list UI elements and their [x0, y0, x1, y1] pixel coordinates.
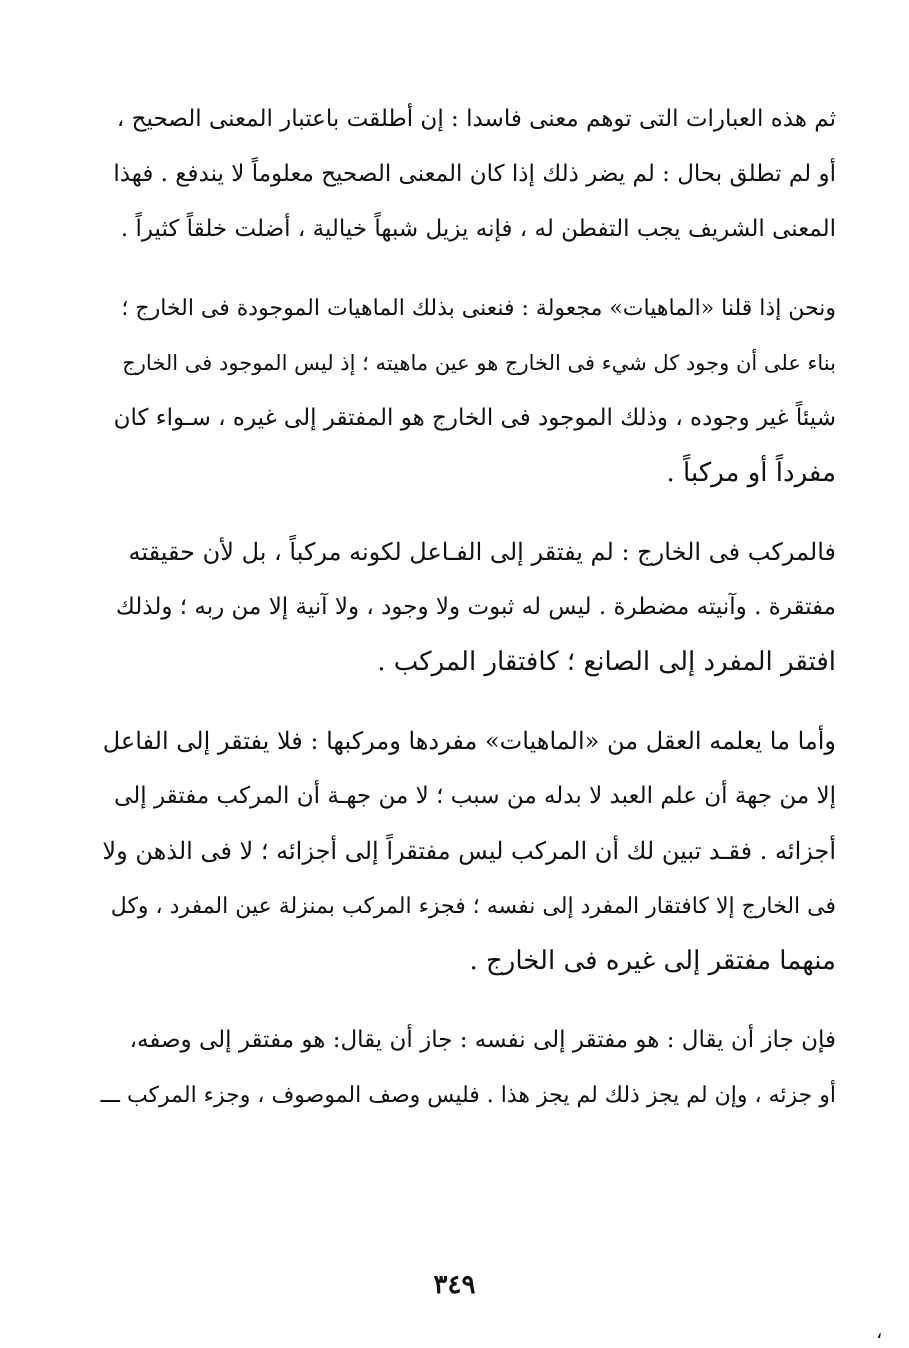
text-line: فى الخارج إلا كافتقار المفرد إلى نفسه ؛ فجزء المركب بمنزلة عين المفرد ، وكل	[110, 894, 836, 919]
paragraph-1	[100, 92, 836, 257]
text-line: بناء على أن وجود كل شيء فى الخارج هو عين ماهيته ؛ إذ ليس الموجود فى الخارج	[122, 351, 836, 375]
text-line: أو لم تطلق بحال : لم يضر ذلك إذا كان المعنى الصحيح معلوماً لا يندفع . فهذا	[113, 161, 836, 187]
paragraph-gap	[100, 257, 836, 281]
text-line: منهما مفتقر إلى غيره فى الخارج .	[469, 946, 836, 976]
text-line: شيئاً غير وجوده ، وذلك الموجود فى الخارج هو المفتقر إلى غيره ، سـواء كان	[113, 405, 836, 431]
text-line: المعنى الشريف يجب التفطن له ، فإنه يزيل شبهاً خيالية ، أضلت خلقاً كثيراً .	[120, 216, 836, 242]
paragraph-4	[100, 714, 836, 989]
text-line: أجزائه . فقـد تبين لك أن المركب ليس مفتقراً إلى أجزائه ؛ لا فى الذهن ولا	[102, 837, 836, 865]
page-number: ٣٤٩	[433, 1270, 476, 1300]
text-body	[100, 92, 836, 1123]
text-line: فإن جاز أن يقال : هو مفتقر إلى نفسه : جاز أن يقال: هو مفتقر إلى وصفه،	[129, 1027, 836, 1053]
text-line: مفتقرة . وآنيته مضطرة . ليس له ثبوت ولا وجود ، ولا آنية إلا من ربه ؛ ولذلك	[115, 594, 836, 620]
text-line: أو جزئه ، وإن لم يجز ذلك لم يجز هذا . فليس وصف الموصوف ، وجزء المركب ـــ	[100, 1083, 836, 1108]
text-line: إلا من جهة أن علم العبد لا بدله من سبب ؛ لا من جهـة أن المركب مفتقر إلى	[114, 783, 836, 809]
text-line: فالمركب فى الخارج : لم يفتقر إلى الفـاعل لكونه مركباً ، بل لأن حقيقته	[128, 538, 836, 566]
paragraph-gap	[100, 989, 836, 1013]
text-line: ونحن إذا قلنا «الماهيات» مجعولة : فنعنى بذلك الماهيات الموجودة فى الخارج ؛	[121, 296, 836, 321]
corner-mark: ،	[876, 1319, 883, 1343]
paragraph-3	[100, 525, 836, 690]
paragraph-2	[100, 281, 836, 501]
text-line: مفرداً أو مركباً .	[666, 458, 836, 488]
paragraph-gap	[100, 501, 836, 525]
text-line: وأما ما يعلمه العقل من «الماهيات» مفردها ومركبها : فلا يفتقر إلى الفاعل	[102, 727, 836, 755]
paragraph-gap	[100, 690, 836, 714]
text-line: افتقر المفرد إلى الصانع ؛ كافتقار المركب .	[377, 647, 836, 677]
text-line: ثم هذه العبارات التى توهم معنى فاسدا : إن أطلقت باعتبار المعنى الصحيح ،	[116, 106, 836, 132]
paragraph-5	[100, 1013, 836, 1123]
